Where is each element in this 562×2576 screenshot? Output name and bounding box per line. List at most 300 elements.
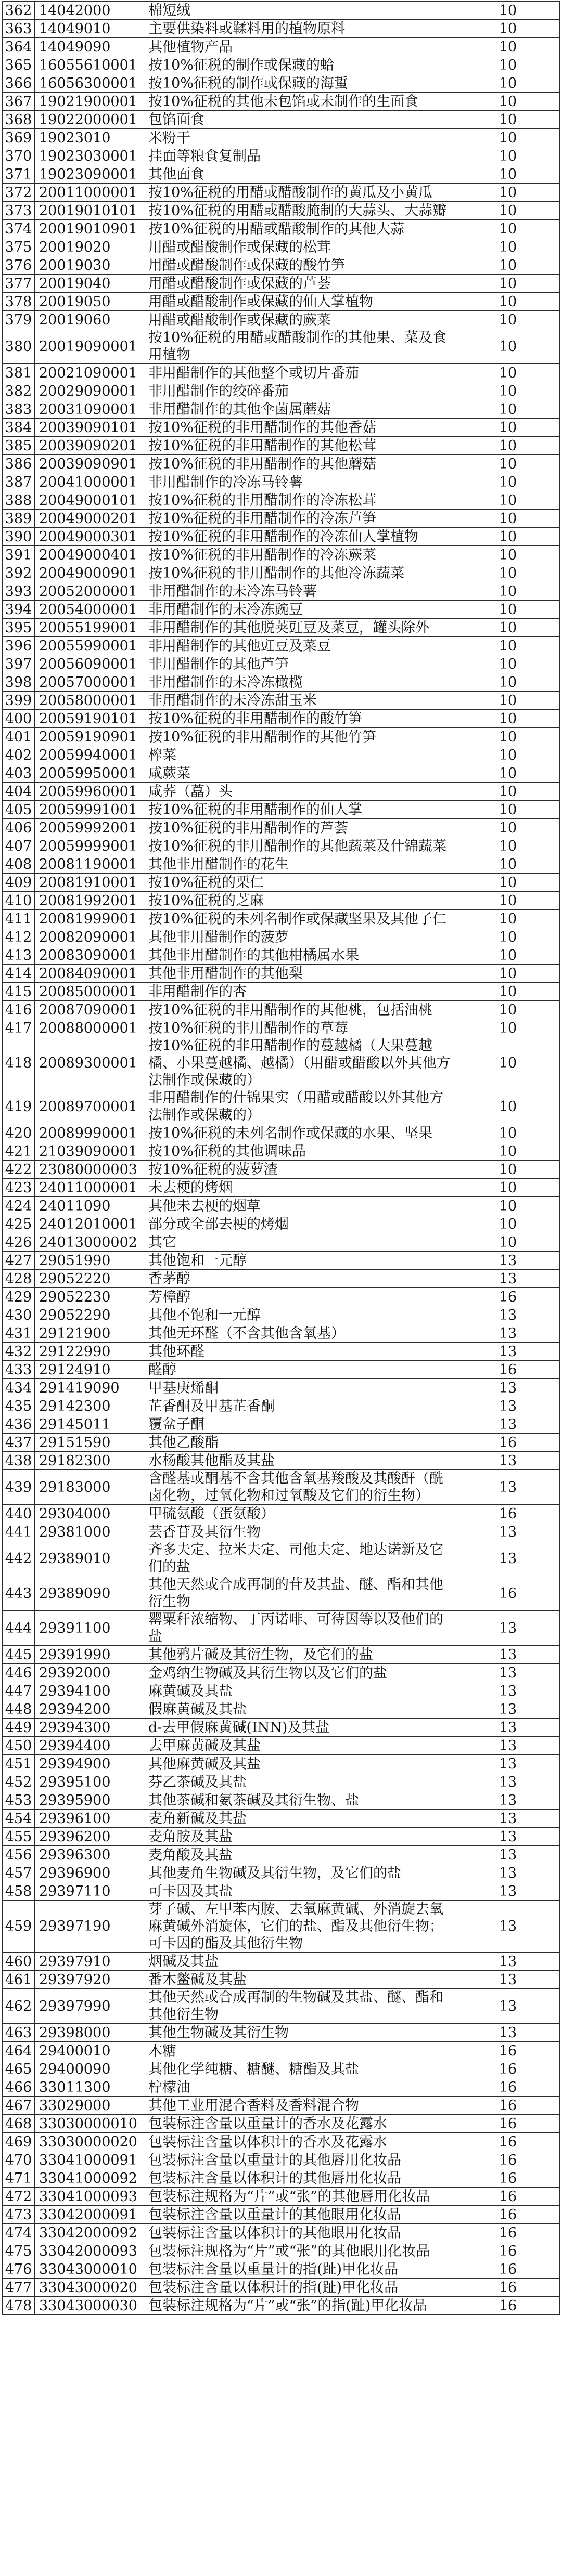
tariff-code: 20082090001 bbox=[35, 928, 144, 946]
tariff-code: 20054000001 bbox=[35, 601, 144, 619]
row-number: 397 bbox=[3, 655, 35, 673]
product-name: 芳樟醇 bbox=[144, 1288, 456, 1306]
table-row bbox=[3, 1037, 560, 1089]
product-name: 按10%征税的其他未包馅或未制作的生面食 bbox=[144, 93, 456, 111]
product-name: 包装标注含量以体积计的其他眼用化妆品 bbox=[144, 2224, 456, 2242]
tariff-code: 29392000 bbox=[35, 1664, 144, 1682]
rebate-rate: 16 bbox=[456, 2260, 560, 2279]
rebate-rate: 10 bbox=[456, 673, 560, 692]
rebate-rate: 10 bbox=[456, 56, 560, 74]
rebate-rate: 10 bbox=[456, 819, 560, 837]
rebate-rate: 10 bbox=[456, 419, 560, 437]
tariff-code: 20039090201 bbox=[35, 437, 144, 455]
row-number: 432 bbox=[3, 1343, 35, 1361]
rebate-rate: 13 bbox=[456, 1397, 560, 1415]
rebate-rate: 13 bbox=[456, 2024, 560, 2042]
table-row bbox=[3, 1379, 560, 1397]
tariff-code: 33029000 bbox=[35, 2097, 144, 2115]
product-name: 非用醋制作的其他伞菌属蘑菇 bbox=[144, 400, 456, 419]
rebate-rate: 10 bbox=[456, 1215, 560, 1233]
row-number: 382 bbox=[3, 382, 35, 400]
product-name: 水杨酸其他酯及其盐 bbox=[144, 1452, 456, 1470]
product-name: 包装标注含量以重量计的其他眼用化妆品 bbox=[144, 2206, 456, 2224]
table-row bbox=[3, 419, 560, 437]
rebate-rate: 13 bbox=[456, 1324, 560, 1343]
row-number: 402 bbox=[3, 746, 35, 764]
tariff-code: 20055990001 bbox=[35, 637, 144, 655]
table-body bbox=[3, 2, 560, 2315]
row-number: 396 bbox=[3, 637, 35, 655]
tariff-code: 29381000 bbox=[35, 1523, 144, 1541]
tariff-code: 29397190 bbox=[35, 1901, 144, 1953]
rebate-rate: 13 bbox=[456, 1810, 560, 1828]
table-row bbox=[3, 382, 560, 400]
product-name: 按10%征税的非用醋制作的冷冻蕨菜 bbox=[144, 546, 456, 564]
rebate-rate: 10 bbox=[456, 129, 560, 147]
tariff-code: 33041000091 bbox=[35, 2151, 144, 2169]
table-row bbox=[3, 1343, 560, 1361]
row-number: 410 bbox=[3, 892, 35, 910]
table-row bbox=[3, 1737, 560, 1755]
table-row bbox=[3, 293, 560, 311]
product-name: 其它 bbox=[144, 1233, 456, 1252]
tariff-code: 20088000001 bbox=[35, 1019, 144, 1037]
table-row bbox=[3, 965, 560, 983]
row-number: 387 bbox=[3, 473, 35, 491]
tariff-code: 20089990001 bbox=[35, 1124, 144, 1142]
rebate-rate: 10 bbox=[456, 400, 560, 419]
table-row bbox=[3, 184, 560, 202]
rebate-rate: 10 bbox=[456, 983, 560, 1001]
row-number: 443 bbox=[3, 1576, 35, 1611]
tariff-code: 29151590 bbox=[35, 1434, 144, 1452]
table-row bbox=[3, 892, 560, 910]
row-number: 381 bbox=[3, 364, 35, 382]
tariff-code: 20089300001 bbox=[35, 1037, 144, 1089]
product-name: 覆盆子酮 bbox=[144, 1415, 456, 1434]
row-number: 467 bbox=[3, 2097, 35, 2115]
table-row bbox=[3, 1361, 560, 1379]
row-number: 417 bbox=[3, 1019, 35, 1037]
product-name: 非用醋制作的什锦果实（用醋或醋酸以外其他方法制作或保藏的） bbox=[144, 1089, 456, 1124]
tariff-code: 29397990 bbox=[35, 1989, 144, 2024]
tariff-code: 20059991001 bbox=[35, 801, 144, 819]
tariff-code: 29397110 bbox=[35, 1882, 144, 1901]
tariff-code: 20087090001 bbox=[35, 1001, 144, 1019]
table-row bbox=[3, 111, 560, 129]
table-row bbox=[3, 437, 560, 455]
product-name: 麦角酸及其盐 bbox=[144, 1846, 456, 1864]
product-name: 包装标注含量以体积计的香水及花露水 bbox=[144, 2133, 456, 2151]
tariff-code: 24011000001 bbox=[35, 1179, 144, 1197]
table-row bbox=[3, 400, 560, 419]
product-name: 按10%征税的非用醋制作的其他竹笋 bbox=[144, 728, 456, 746]
table-row bbox=[3, 329, 560, 364]
product-name: 柠檬油 bbox=[144, 2078, 456, 2097]
tariff-code: 29121900 bbox=[35, 1324, 144, 1343]
row-number: 413 bbox=[3, 946, 35, 965]
row-number: 439 bbox=[3, 1470, 35, 1505]
table-row bbox=[3, 1864, 560, 1882]
rebate-rate: 13 bbox=[456, 1523, 560, 1541]
table-row bbox=[3, 655, 560, 673]
table-row bbox=[3, 1142, 560, 1161]
table-row bbox=[3, 1719, 560, 1737]
tariff-code: 20059190901 bbox=[35, 728, 144, 746]
row-number: 379 bbox=[3, 311, 35, 329]
tariff-code: 24012010001 bbox=[35, 1215, 144, 1233]
row-number: 451 bbox=[3, 1755, 35, 1773]
product-name: 按10%征税的未列名制作或保藏坚果及其他子仁 bbox=[144, 910, 456, 928]
product-name: 非用醋制作的其他豇豆及菜豆 bbox=[144, 637, 456, 655]
row-number: 464 bbox=[3, 2042, 35, 2060]
tariff-code: 29394300 bbox=[35, 1719, 144, 1737]
product-name: 含醛基或酮基不含其他含氧基羧酸及其酸酐（酰卤化物，过氧化物和过氧酸及它们的衍生物） bbox=[144, 1470, 456, 1505]
tariff-code: 33041000092 bbox=[35, 2169, 144, 2188]
tariff-code: 20059190101 bbox=[35, 710, 144, 728]
row-number: 459 bbox=[3, 1901, 35, 1953]
product-name: 其他非用醋制作的菠萝 bbox=[144, 928, 456, 946]
table-row bbox=[3, 928, 560, 946]
tariff-code: 33030000010 bbox=[35, 2115, 144, 2133]
row-number: 422 bbox=[3, 1161, 35, 1179]
table-row bbox=[3, 56, 560, 74]
row-number: 395 bbox=[3, 619, 35, 637]
row-number: 466 bbox=[3, 2078, 35, 2097]
row-number: 405 bbox=[3, 801, 35, 819]
tariff-code: 29183000 bbox=[35, 1470, 144, 1505]
rebate-rate: 16 bbox=[456, 2115, 560, 2133]
product-name: 非用醋制作的杏 bbox=[144, 983, 456, 1001]
table-row bbox=[3, 946, 560, 965]
rebate-rate: 13 bbox=[456, 1252, 560, 1270]
row-number: 419 bbox=[3, 1089, 35, 1124]
table-row bbox=[3, 20, 560, 38]
product-name: 按10%征税的栗仁 bbox=[144, 874, 456, 892]
product-name: 非用醋制作的未冷冻甜玉米 bbox=[144, 692, 456, 710]
rebate-rate: 10 bbox=[456, 801, 560, 819]
tariff-code: 14049010 bbox=[35, 20, 144, 38]
rebate-rate: 13 bbox=[456, 1541, 560, 1576]
tariff-code: 19023030001 bbox=[35, 147, 144, 165]
tariff-code: 24011090 bbox=[35, 1197, 144, 1215]
table-row bbox=[3, 801, 560, 819]
table-row bbox=[3, 2042, 560, 2060]
tariff-code: 20019040 bbox=[35, 275, 144, 293]
table-row bbox=[3, 710, 560, 728]
table-row bbox=[3, 564, 560, 582]
rebate-rate: 10 bbox=[456, 311, 560, 329]
table-row bbox=[3, 256, 560, 275]
table-row bbox=[3, 855, 560, 874]
row-number: 424 bbox=[3, 1197, 35, 1215]
table-row bbox=[3, 1179, 560, 1197]
row-number: 370 bbox=[3, 147, 35, 165]
table-row bbox=[3, 364, 560, 382]
table-row bbox=[3, 1019, 560, 1037]
rebate-rate: 16 bbox=[456, 1288, 560, 1306]
rebate-rate: 10 bbox=[456, 256, 560, 275]
tariff-code: 20039090901 bbox=[35, 455, 144, 473]
table-row bbox=[3, 1971, 560, 1989]
product-name: 咸荞（藠）头 bbox=[144, 783, 456, 801]
rebate-rate: 10 bbox=[456, 364, 560, 382]
row-number: 403 bbox=[3, 764, 35, 783]
row-number: 391 bbox=[3, 546, 35, 564]
tariff-code: 20058000001 bbox=[35, 692, 144, 710]
row-number: 431 bbox=[3, 1324, 35, 1343]
row-number: 414 bbox=[3, 965, 35, 983]
rebate-rate: 16 bbox=[456, 1434, 560, 1452]
product-name: 芷香酮及甲基芷香酮 bbox=[144, 1397, 456, 1415]
row-number: 470 bbox=[3, 2151, 35, 2169]
product-name: 包装标注规格为“片”或“张”的其他眼用化妆品 bbox=[144, 2242, 456, 2260]
table-row bbox=[3, 546, 560, 564]
rebate-rate: 10 bbox=[456, 1019, 560, 1037]
rebate-rate: 13 bbox=[456, 1901, 560, 1953]
row-number: 373 bbox=[3, 202, 35, 220]
table-row bbox=[3, 1846, 560, 1864]
tariff-code: 20083090001 bbox=[35, 946, 144, 965]
table-row bbox=[3, 1989, 560, 2024]
rebate-rate: 10 bbox=[456, 1089, 560, 1124]
rebate-rate: 10 bbox=[456, 1037, 560, 1089]
product-name: 齐多夫定、拉米夫定、司他夫定、地达诺新及它们的盐 bbox=[144, 1541, 456, 1576]
tariff-code: 20019020 bbox=[35, 238, 144, 256]
product-name: 芽子碱、左甲苯丙胺、去氧麻黄碱、外消旋去氧麻黄碱外消旋体，它们的盐、酯及其他衍生物；可卡因的酯及其他衍生物 bbox=[144, 1901, 456, 1953]
tariff-code: 20059992001 bbox=[35, 819, 144, 837]
product-name: 其他饱和一元醇 bbox=[144, 1252, 456, 1270]
table-row bbox=[3, 1791, 560, 1810]
tariff-code: 20055199001 bbox=[35, 619, 144, 637]
row-number: 478 bbox=[3, 2297, 35, 2315]
row-number: 452 bbox=[3, 1773, 35, 1791]
rebate-rate: 16 bbox=[456, 2279, 560, 2297]
product-name: 其他植物产品 bbox=[144, 38, 456, 56]
tariff-code: 20089700001 bbox=[35, 1089, 144, 1124]
product-name: 按10%征税的用醋或醋酸制作的黄瓜及小黄瓜 bbox=[144, 184, 456, 202]
table-row bbox=[3, 1001, 560, 1019]
row-number: 420 bbox=[3, 1124, 35, 1142]
tariff-code: 20057000001 bbox=[35, 673, 144, 692]
row-number: 457 bbox=[3, 1864, 35, 1882]
rebate-rate: 13 bbox=[456, 1719, 560, 1737]
tariff-code: 16056300001 bbox=[35, 74, 144, 93]
row-number: 430 bbox=[3, 1306, 35, 1324]
table-row bbox=[3, 874, 560, 892]
rebate-rate: 13 bbox=[456, 1864, 560, 1882]
row-number: 476 bbox=[3, 2260, 35, 2279]
rebate-rate: 13 bbox=[456, 1664, 560, 1682]
product-name: 用醋或醋酸制作或保藏的芦荟 bbox=[144, 275, 456, 293]
table-row bbox=[3, 983, 560, 1001]
product-name: 香茅醇 bbox=[144, 1270, 456, 1288]
row-number: 475 bbox=[3, 2242, 35, 2260]
row-number: 399 bbox=[3, 692, 35, 710]
table-row bbox=[3, 619, 560, 637]
table-row bbox=[3, 1901, 560, 1953]
table-row bbox=[3, 1324, 560, 1343]
tariff-code: 20059940001 bbox=[35, 746, 144, 764]
tariff-code: 20049000401 bbox=[35, 546, 144, 564]
rebate-rate: 10 bbox=[456, 946, 560, 965]
tariff-code: 29394900 bbox=[35, 1755, 144, 1773]
rebate-rate: 10 bbox=[456, 637, 560, 655]
rebate-rate: 10 bbox=[456, 619, 560, 637]
tariff-code: 20019010901 bbox=[35, 220, 144, 238]
row-number: 378 bbox=[3, 293, 35, 311]
product-name: 包装标注含量以重量计的香水及花露水 bbox=[144, 2115, 456, 2133]
product-name: 按10%征税的菠萝渣 bbox=[144, 1161, 456, 1179]
tariff-code: 20056090001 bbox=[35, 655, 144, 673]
tariff-code: 20011000001 bbox=[35, 184, 144, 202]
rebate-rate: 10 bbox=[456, 473, 560, 491]
tariff-code: 20029090001 bbox=[35, 382, 144, 400]
row-number: 436 bbox=[3, 1415, 35, 1434]
tariff-code: 29391990 bbox=[35, 1646, 144, 1664]
table-row bbox=[3, 2151, 560, 2169]
rebate-rate: 13 bbox=[456, 1882, 560, 1901]
table-row bbox=[3, 2224, 560, 2242]
product-name: 去甲麻黄碱及其盐 bbox=[144, 1737, 456, 1755]
row-number: 384 bbox=[3, 419, 35, 437]
product-name: 其他鸦片碱及其衍生物，及它们的盐 bbox=[144, 1646, 456, 1664]
row-number: 393 bbox=[3, 582, 35, 601]
row-number: 411 bbox=[3, 910, 35, 928]
table-row bbox=[3, 601, 560, 619]
tariff-code: 23080000003 bbox=[35, 1161, 144, 1179]
tariff-code: 20041000001 bbox=[35, 473, 144, 491]
table-row bbox=[3, 1161, 560, 1179]
product-name: 非用醋制作的未冷冻豌豆 bbox=[144, 601, 456, 619]
product-name: 按10%征税的用醋或醋酸制作的其他大蒜 bbox=[144, 220, 456, 238]
row-number: 368 bbox=[3, 111, 35, 129]
row-number: 401 bbox=[3, 728, 35, 746]
rebate-rate: 10 bbox=[456, 74, 560, 93]
tariff-code: 29400010 bbox=[35, 2042, 144, 2060]
tariff-code: 29389010 bbox=[35, 1541, 144, 1576]
rebate-rate: 10 bbox=[456, 546, 560, 564]
rebate-rate: 13 bbox=[456, 1646, 560, 1664]
product-name: 按10%征税的非用醋制作的草莓 bbox=[144, 1019, 456, 1037]
tariff-code: 29396900 bbox=[35, 1864, 144, 1882]
tariff-code: 33041000093 bbox=[35, 2188, 144, 2206]
rebate-rate: 10 bbox=[456, 892, 560, 910]
rebate-rate: 16 bbox=[456, 2224, 560, 2242]
product-name: 按10%征税的制作或保藏的海蜇 bbox=[144, 74, 456, 93]
tariff-code: 29391100 bbox=[35, 1611, 144, 1646]
product-name: 未去梗的烤烟 bbox=[144, 1179, 456, 1197]
product-name: 咸蕨菜 bbox=[144, 764, 456, 783]
row-number: 380 bbox=[3, 329, 35, 364]
product-name: 按10%征税的非用醋制作的芦荟 bbox=[144, 819, 456, 837]
product-name: 其他麻黄碱及其盐 bbox=[144, 1755, 456, 1773]
tariff-code: 20052000001 bbox=[35, 582, 144, 601]
product-name: 按10%征税的未列名制作或保藏的水果、坚果 bbox=[144, 1124, 456, 1142]
rebate-rate: 10 bbox=[456, 293, 560, 311]
tariff-code: 20019010101 bbox=[35, 202, 144, 220]
rebate-rate: 10 bbox=[456, 692, 560, 710]
row-number: 458 bbox=[3, 1882, 35, 1901]
rebate-rate: 16 bbox=[456, 2188, 560, 2206]
row-number: 406 bbox=[3, 819, 35, 837]
product-name: 按10%征税的非用醋制作的蔓越橘（大果蔓越橘、小果蔓越橘、越橘）（用醋或醋酸以外其他方法制作或保藏的） bbox=[144, 1037, 456, 1089]
product-name: 包馅面食 bbox=[144, 111, 456, 129]
rebate-rate: 16 bbox=[456, 2097, 560, 2115]
tariff-code: 19023010 bbox=[35, 129, 144, 147]
row-number: 444 bbox=[3, 1611, 35, 1646]
tariff-code: 33042000092 bbox=[35, 2224, 144, 2242]
table-row bbox=[3, 1124, 560, 1142]
rebate-rate: 10 bbox=[456, 601, 560, 619]
table-row bbox=[3, 783, 560, 801]
tariff-code: 29396300 bbox=[35, 1846, 144, 1864]
row-number: 389 bbox=[3, 510, 35, 528]
rebate-rate: 16 bbox=[456, 2206, 560, 2224]
table-row bbox=[3, 1646, 560, 1664]
rebate-rate: 10 bbox=[456, 382, 560, 400]
product-name: 按10%征税的非用醋制作的其他冷冻蔬菜 bbox=[144, 564, 456, 582]
row-number: 390 bbox=[3, 528, 35, 546]
product-name: 其他非用醋制作的花生 bbox=[144, 855, 456, 874]
product-name: 麦角新碱及其盐 bbox=[144, 1810, 456, 1828]
rebate-rate: 10 bbox=[456, 38, 560, 56]
product-name: 其他乙酸酯 bbox=[144, 1434, 456, 1452]
product-name: 按10%征税的用醋或醋酸腌制的大蒜头、大蒜瓣 bbox=[144, 202, 456, 220]
product-name: 棉短绒 bbox=[144, 2, 456, 20]
rebate-rate: 10 bbox=[456, 184, 560, 202]
rebate-rate: 10 bbox=[456, 910, 560, 928]
tariff-code: 20019090001 bbox=[35, 329, 144, 364]
table-row bbox=[3, 746, 560, 764]
table-row bbox=[3, 2206, 560, 2224]
row-number: 477 bbox=[3, 2279, 35, 2297]
table-row bbox=[3, 1415, 560, 1434]
table-row bbox=[3, 1541, 560, 1576]
rebate-rate: 10 bbox=[456, 1197, 560, 1215]
product-name: 其他非用醋制作的其他柑橘属水果 bbox=[144, 946, 456, 965]
table-row bbox=[3, 1882, 560, 1901]
tariff-code: 20081190001 bbox=[35, 855, 144, 874]
table-row bbox=[3, 1953, 560, 1971]
rebate-rate: 10 bbox=[456, 855, 560, 874]
table-row bbox=[3, 491, 560, 510]
row-number: 454 bbox=[3, 1810, 35, 1828]
row-number: 366 bbox=[3, 74, 35, 93]
row-number: 392 bbox=[3, 564, 35, 582]
rebate-rate: 10 bbox=[456, 220, 560, 238]
rebate-rate: 16 bbox=[456, 2169, 560, 2188]
tariff-code: 33030000020 bbox=[35, 2133, 144, 2151]
rebate-rate: 16 bbox=[456, 1361, 560, 1379]
product-name: 按10%征税的非用醋制作的其他蘑菇 bbox=[144, 455, 456, 473]
rebate-rate: 13 bbox=[456, 1737, 560, 1755]
rebate-rate: 13 bbox=[456, 1828, 560, 1846]
table-row bbox=[3, 165, 560, 184]
row-number: 460 bbox=[3, 1953, 35, 1971]
product-name: 其他环醛 bbox=[144, 1343, 456, 1361]
table-row bbox=[3, 1270, 560, 1288]
table-row bbox=[3, 38, 560, 56]
row-number: 418 bbox=[3, 1037, 35, 1089]
product-name: 部分或全部去梗的烤烟 bbox=[144, 1215, 456, 1233]
table-row bbox=[3, 728, 560, 746]
rebate-rate: 16 bbox=[456, 2042, 560, 2060]
product-name: 其他无环醛（不含其他含氧基） bbox=[144, 1324, 456, 1343]
rebate-rate: 10 bbox=[456, 928, 560, 946]
row-number: 377 bbox=[3, 275, 35, 293]
row-number: 383 bbox=[3, 400, 35, 419]
